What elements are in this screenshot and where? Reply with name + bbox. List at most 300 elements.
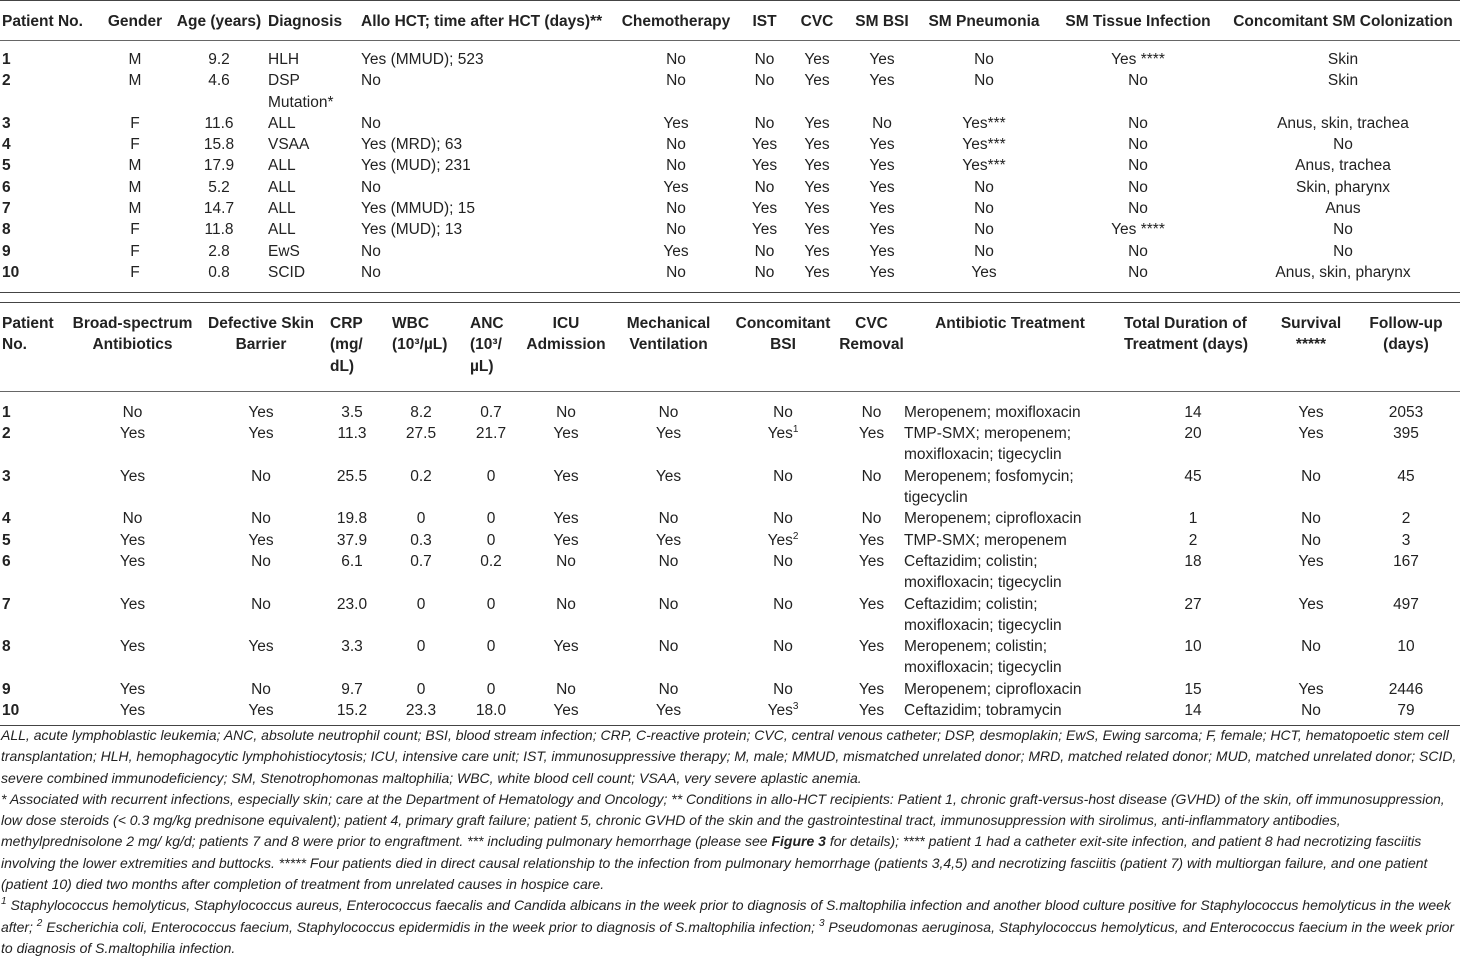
table-cell: Yes*** <box>962 157 1006 175</box>
table-cell: No <box>974 51 994 68</box>
table-row <box>0 636 1460 679</box>
table2-header-5: ANC (10³/ µL) <box>460 303 522 392</box>
table-cell: F <box>100 262 170 293</box>
table-cell: Yes <box>248 531 274 549</box>
table-cell: F <box>130 114 140 132</box>
table-cell: Meropenem; ciprofloxacin <box>904 680 1082 698</box>
table-cell: 20 <box>1184 425 1202 443</box>
table-cell: No <box>741 262 788 293</box>
table-cell: No <box>861 510 882 528</box>
table-cell: Yes <box>522 700 610 726</box>
table-cell: 18 <box>1184 552 1202 570</box>
table-cell: No <box>666 136 686 154</box>
table-cell: Yes (MUD); 231 <box>361 157 471 175</box>
table-cell: 0 <box>486 531 496 549</box>
footnote-2: Escherichia coli, Enterococcus faecium, Staphylococcus epidermidis in the week prior to diagnosis of S.maltophilia infection; <box>46 918 816 935</box>
table-cell: 23.3 <box>382 700 460 726</box>
table-cell: 4.6 <box>208 72 230 90</box>
table-cell: No <box>361 178 381 196</box>
table-cell: No <box>251 510 271 528</box>
table-cell: Yes <box>663 178 689 196</box>
table-cell: 0 <box>486 510 496 528</box>
table-cell: No <box>974 200 994 218</box>
table-cell: 9.7 <box>341 680 363 698</box>
table-cell: Ceftazidim; colistin; moxifloxacin; tigecyclin <box>904 552 1062 592</box>
table-cell: 14 <box>1184 403 1202 421</box>
table-cell: No <box>974 72 994 90</box>
table-cell: Yes **** <box>1111 51 1165 68</box>
table-cell: M <box>128 157 142 175</box>
table-cell: 7 <box>2 595 11 613</box>
table-cell: 0 <box>416 510 426 528</box>
table-cell: Yes <box>869 242 895 260</box>
table2-header-6: ICU Admission <box>522 303 610 392</box>
table-cell: No <box>872 114 892 132</box>
table-cell: Anus <box>1325 200 1361 218</box>
table1-header-10: SM Tissue Infection <box>1050 1 1226 41</box>
table-cell: No <box>658 510 679 528</box>
table-cell: Yes <box>248 403 274 421</box>
footnote-1: Staphylococcus hemolyticus, Staphylococcus aureus, Enterococcus faecalis and Candida albicans in the week prior to diagnosis of S.maltophilia infection and another blood culture positive for Staphylococcus hemolyticus in the week after; <box>1 897 1451 935</box>
table-cell: M <box>128 200 142 218</box>
table-cell: DSP Mutation* <box>268 72 334 111</box>
table-cell: Ceftazidim; colistin; moxifloxacin; tigecyclin <box>904 595 1062 634</box>
table-cell: Yes <box>858 531 885 549</box>
table-cell: 15.2 <box>322 700 382 726</box>
table-cell: Yes (MMUD); 15 <box>361 200 475 218</box>
table-row <box>0 466 1460 509</box>
table-cell: 11.3 <box>337 425 367 443</box>
table-cell: No <box>1128 157 1148 175</box>
table-cell: Yes$^2$ <box>767 530 799 549</box>
table-cell: 8.2 <box>410 403 432 421</box>
table-cell: 6.1 <box>341 552 363 570</box>
table-cell: 3 <box>1401 531 1411 549</box>
table-cell: 10 <box>0 700 65 726</box>
table-cell: 0.2 <box>480 552 502 570</box>
table-cell: Yes <box>869 157 895 175</box>
table-cell: Skin <box>1327 72 1359 90</box>
table-cell: Yes (MUD); 13 <box>361 221 463 239</box>
table-cell: 45 <box>1184 467 1202 485</box>
table-cell: No <box>122 403 143 421</box>
table-cell: Yes <box>1298 403 1324 421</box>
table-cell: 15 <box>1184 680 1202 698</box>
table-cell: 0 <box>416 680 426 698</box>
table-cell: Yes <box>553 510 579 528</box>
table2-header-3: CRP (mg/ dL) <box>322 303 382 392</box>
table-cell: No <box>754 114 775 132</box>
table-cell: F <box>130 242 140 260</box>
table-cell: Yes*** <box>962 136 1006 154</box>
table1-header-5: Chemotherapy <box>611 1 741 41</box>
table-cell: 0.7 <box>480 403 502 421</box>
table-cell: Yes <box>119 680 146 698</box>
table-cell: No <box>1270 700 1352 726</box>
table2-header-row <box>0 303 1460 392</box>
table-cell: No <box>1128 178 1148 196</box>
table-cell: 0 <box>416 638 426 656</box>
table-cell: No <box>1128 72 1148 90</box>
table-cell: 45 <box>1397 467 1415 485</box>
table-cell: No <box>974 178 994 196</box>
table-cell: VSAA <box>268 136 310 154</box>
table-cell: HLH <box>268 51 300 68</box>
table-cell: Meropenem; moxifloxacin <box>904 403 1081 421</box>
table-cell: No <box>1050 262 1226 293</box>
table-cell: Yes <box>751 136 778 154</box>
table-cell: 0.3 <box>410 531 432 549</box>
table2-header-7: Mechanical Ventilation <box>610 303 727 392</box>
table-cell: Yes <box>119 425 146 443</box>
table-cell: No <box>251 467 271 485</box>
table-cell: 395 <box>1393 425 1419 443</box>
table-cell: Yes <box>869 51 895 68</box>
table-cell: 497 <box>1393 595 1419 613</box>
table-cell: Yes$^1$ <box>767 424 799 443</box>
table-cell: Yes <box>869 178 895 196</box>
table-cell: Yes <box>610 700 727 726</box>
table2-header-0: Patient No. <box>0 303 65 392</box>
table-cell: Yes **** <box>1111 221 1165 239</box>
table-row <box>0 508 1460 529</box>
table-cell: Yes <box>804 136 830 154</box>
table-cell: 5 <box>2 531 11 549</box>
table-cell: No <box>1333 221 1353 239</box>
table-cell: F <box>130 221 140 239</box>
table1-header-0: Patient No. <box>0 1 100 41</box>
table-cell: No <box>658 680 679 698</box>
patient-characteristics-table <box>0 0 1460 293</box>
table-cell: 3 <box>2 467 11 485</box>
table-cell: Meropenem; colistin; moxifloxacin; tigecyclin <box>904 638 1062 677</box>
table2-header-10: Antibiotic Treatment <box>904 303 1116 392</box>
table-cell: 0 <box>486 467 496 485</box>
table-cell: Yes <box>200 700 322 726</box>
table-cell: 6 <box>2 552 11 570</box>
table-cell: 23.0 <box>336 595 368 613</box>
table-cell: No <box>974 221 994 239</box>
table-cell: No <box>666 72 686 90</box>
table-cell: Yes <box>1298 595 1324 613</box>
table2-body <box>0 391 1460 725</box>
table2-header-9: CVC Removal <box>839 303 904 392</box>
table-row <box>0 391 1460 423</box>
table2-header-1: Broad-spectrum Antibiotics <box>65 303 200 392</box>
table-cell: Yes <box>858 638 885 656</box>
table-row <box>0 155 1460 176</box>
table-cell: 0 <box>486 638 496 656</box>
table-cell: No <box>754 72 775 90</box>
table-cell: 25.5 <box>336 467 368 485</box>
table-cell: 2 <box>2 425 11 443</box>
table-cell: No <box>1301 467 1321 485</box>
table-cell: Yes <box>655 425 682 443</box>
table-cell: Yes <box>804 178 830 196</box>
table-cell: 0.7 <box>410 552 432 570</box>
table-cell: M <box>128 72 142 90</box>
table-cell: Yes <box>804 114 830 132</box>
table-row <box>0 530 1460 551</box>
table-cell: 2446 <box>1388 680 1424 698</box>
table-cell: No <box>1333 136 1353 154</box>
table-cell: 2 <box>1401 510 1411 528</box>
table-cell: No <box>251 595 271 613</box>
table-cell: ALL <box>268 178 296 196</box>
table-cell: 5 <box>2 157 11 175</box>
table-cell: Yes <box>751 157 778 175</box>
table-row <box>0 113 1460 134</box>
table-row <box>0 262 1460 293</box>
table-cell: 0.8 <box>170 262 268 293</box>
table-cell: 1 <box>2 51 11 68</box>
footnote-3: Pseudomonas aeruginosa, Staphylococcus hemolyticus, and Enterococcus faecium in the week prior to diagnosis of S.maltophilia infection. <box>1 918 1455 956</box>
table-cell: 6 <box>2 178 11 196</box>
table-cell: 3 <box>2 114 11 132</box>
table-cell: Yes <box>804 72 830 90</box>
table-cell: 2053 <box>1388 403 1424 421</box>
table-cell: 14 <box>1116 700 1270 726</box>
table-cell: Yes <box>655 467 682 485</box>
table-cell: SCID <box>268 262 361 293</box>
table-cell: 2 <box>1188 531 1198 549</box>
table-cell: ALL <box>268 221 296 239</box>
table-row <box>0 41 1460 71</box>
table-cell: Anus, trachea <box>1295 157 1391 175</box>
table-cell: 10 <box>1397 638 1415 656</box>
table-cell: 9 <box>2 680 11 698</box>
table-cell: No <box>1128 136 1148 154</box>
table-cell: 19.8 <box>336 510 368 528</box>
table1-header-11: Concomitant SM Colonization <box>1226 1 1460 41</box>
table-cell: Yes <box>119 595 146 613</box>
table-cell: 79 <box>1352 700 1460 726</box>
table-cell: No <box>754 178 775 196</box>
table-cell: Yes <box>1298 552 1324 570</box>
table-cell: Skin <box>1327 51 1359 68</box>
table-row <box>0 134 1460 155</box>
table-cell: 27.5 <box>405 425 437 443</box>
table-cell: Yes <box>788 262 846 293</box>
table-cell: TMP-SMX; meropenem <box>904 531 1067 549</box>
table-cell: Yes <box>804 221 830 239</box>
table-cell: Yes <box>751 200 778 218</box>
table-row <box>0 423 1460 466</box>
table-row <box>0 70 1460 113</box>
table-cell: Yes <box>869 221 895 239</box>
table-cell: No <box>556 403 576 421</box>
table-row <box>0 177 1460 198</box>
table-row <box>0 551 1460 594</box>
table-cell: Yes <box>65 700 200 726</box>
table-cell: No <box>122 510 143 528</box>
table-cell: No <box>666 221 686 239</box>
table-cell: No <box>666 51 686 68</box>
table2-header-4: WBC (10³/µL) <box>382 303 460 392</box>
table-cell: Skin, pharynx <box>1296 178 1390 196</box>
table-cell: Yes <box>119 638 146 656</box>
table-cell: No <box>361 114 381 132</box>
table-cell: No <box>658 638 679 656</box>
table-cell: Yes <box>858 425 885 443</box>
table2-header-2: Defective Skin Barrier <box>200 303 322 392</box>
table-cell: 1 <box>2 403 11 421</box>
table-cell: Yes <box>804 157 830 175</box>
table-cell: ALL <box>268 200 296 218</box>
table-cell: 8 <box>2 638 11 656</box>
table-cell: No <box>1128 114 1148 132</box>
table-cell: 10 <box>0 262 100 293</box>
table-cell: TMP-SMX; meropenem; moxifloxacin; tigecyclin <box>904 425 1072 464</box>
table-cell: 2.8 <box>208 242 230 260</box>
table-cell: Yes <box>119 467 146 485</box>
table-cell: Yes <box>663 114 689 132</box>
table-cell: No <box>1301 510 1321 528</box>
table-cell: No <box>974 242 994 260</box>
table-cell: Yes <box>119 552 146 570</box>
asterisk-notes: * Associated with recurrent infections, especially skin; care at the Department of Hematology and Oncology; ** Conditions in allo-HCT recipients: Patient 1, chronic graft-versus-host disease (GVHD) of the skin, off immunosuppression, low dose steroids (< 0.3 mg/kg prednisone equivalent); patient 4, primary graft failure; patient 5, chronic GVHD of the skin and the gastrointestinal tract, immunosuppression with sirolimus, anti-inflammatory antibodies, methylprednisolone 2 mg/ kg/d; patients 7 and 8 were prior to engraftment. *** including pulmonary hemorrhage (please see Figure 3 for details); **** patient 1 had a catheter exit-site infection, and patient 8 had necrotizing fasciitis involving the lower extremities and buttocks. ***** Four patients died in direct causal relationship to the infection from pulmonary hemorrhage (patients 3,4,5) and necrotizing fasciitis (patient 7) with multiorgan failure, and one patient (patient 10) died two months after completion of treatment from unrelated causes in hospice care. <box>1 790 1445 893</box>
table1-header-row <box>0 1 1460 41</box>
table2-header-12: Survival ***** <box>1270 303 1352 392</box>
table-cell: No <box>361 262 611 293</box>
table-cell: Yes <box>751 221 778 239</box>
table-cell: No <box>773 467 793 485</box>
table-cell: No <box>556 595 576 613</box>
table-cell: Yes <box>804 200 830 218</box>
table-cell: Yes*** <box>962 114 1006 132</box>
table-cell: Anus, skin, trachea <box>1277 114 1409 132</box>
table-cell: No <box>1333 242 1353 260</box>
table-cell: No <box>556 552 576 570</box>
table-cell: Yes <box>248 638 274 656</box>
table-cell: No <box>754 51 775 68</box>
table-cell: 4 <box>2 136 11 154</box>
table-cell: Yes (MMUD); 523 <box>361 51 484 68</box>
table-row <box>0 219 1460 240</box>
table1-header-9: SM Pneumonia <box>918 1 1050 41</box>
table-cell: Yes <box>869 136 895 154</box>
table-cell: 18.0 <box>460 700 522 726</box>
numbered-footnotes: $^1$ Staphylococcus hemolyticus, Staphylococcus aureus, Enterococcus faecalis and Candida albicans in the week prior to diagnosis of S.maltophilia infection and another blood culture positive for Staphylococcus hemolyticus in the week after; $^2$ Escherichia coli, Enterococcus faecium, Staphylococcus epidermidis in the week prior to diagnosis of S.maltophilia infection; $^3$ Pseudomonas aeruginosa, Staphylococcus hemolyticus, and Enterococcus faecium in the week prior to diagnosis of S.maltophilia infection. <box>1 896 1455 956</box>
table-cell: 11.8 <box>204 221 234 239</box>
table-cell: Yes <box>869 200 895 218</box>
table-cell: No <box>773 403 793 421</box>
table-cell: No <box>1128 200 1148 218</box>
table-cell: No <box>658 595 679 613</box>
table-cell: No <box>754 242 775 260</box>
table-row <box>0 700 1460 726</box>
table-cell: 9 <box>2 242 11 260</box>
table-cell: 5.2 <box>208 178 230 196</box>
table-cell: 0.2 <box>410 467 432 485</box>
infection-outcomes-table <box>0 302 1460 726</box>
table-row <box>0 241 1460 262</box>
table-cell: 3.5 <box>341 403 363 421</box>
table-cell: ALL <box>268 157 296 175</box>
table-cell: Yes <box>655 531 682 549</box>
table-cell: Yes <box>869 72 895 90</box>
table-cell: Yes <box>804 242 830 260</box>
table-cell: Anus, skin, pharynx <box>1226 262 1460 293</box>
table-cell: Yes <box>1298 680 1324 698</box>
table2-header-11: Total Duration of Treatment (days) <box>1116 303 1270 392</box>
table-cell: No <box>1301 638 1321 656</box>
table-cell: No <box>773 680 793 698</box>
table1-header-1: Gender <box>100 1 170 41</box>
table-cell: Yes$^3$ <box>727 700 839 726</box>
table-cell: 3.3 <box>341 638 363 656</box>
table-cell: No <box>251 680 271 698</box>
table2-header-8: Concomitant BSI <box>727 303 839 392</box>
table-cell: M <box>128 178 142 196</box>
table-footnotes <box>1 725 1459 959</box>
table-cell: No <box>861 467 882 485</box>
table-cell: 0 <box>486 680 496 698</box>
table-cell: EwS <box>268 242 300 260</box>
table-cell: 37.9 <box>336 531 368 549</box>
table-cell: 9.2 <box>208 51 230 68</box>
table-cell: No <box>361 72 381 90</box>
table-cell: 17.9 <box>203 157 235 175</box>
table-cell: No <box>1301 531 1321 549</box>
table-cell: 4 <box>2 510 11 528</box>
table-cell: Meropenem; fosfomycin; tigecyclin <box>904 467 1074 507</box>
table1-header-4: Allo HCT; time after HCT (days)** <box>361 1 611 41</box>
table-cell: Yes <box>918 262 1050 293</box>
table1-header-8: SM BSI <box>846 1 918 41</box>
table-cell: 1 <box>1188 510 1198 528</box>
table-cell: 8 <box>2 221 11 239</box>
table-cell: 0 <box>486 595 496 613</box>
table1-header-3: Diagnosis <box>268 1 361 41</box>
table-cell: Yes <box>553 638 579 656</box>
table-cell: Yes <box>839 700 904 726</box>
table-cell: Ceftazidim; tobramycin <box>904 700 1116 726</box>
table-cell: 167 <box>1393 552 1419 570</box>
table-cell: 21.7 <box>475 425 507 443</box>
table-cell: No <box>666 157 686 175</box>
table-cell: Yes <box>553 425 579 443</box>
table-cell: Yes <box>858 595 885 613</box>
table-cell: ALL <box>268 114 296 132</box>
table-cell: F <box>130 136 140 154</box>
table2-header-13: Follow-up (days) <box>1352 303 1460 392</box>
table-cell: No <box>611 262 741 293</box>
table-cell: 14.7 <box>203 200 235 218</box>
table-cell: No <box>658 552 679 570</box>
table-cell: No <box>773 552 793 570</box>
table-cell: 11.6 <box>204 114 234 132</box>
table-cell: Yes <box>858 552 885 570</box>
table-cell: Yes (MRD); 63 <box>361 136 463 154</box>
table-cell: No <box>556 680 576 698</box>
table-cell: No <box>861 403 882 421</box>
table-row <box>0 679 1460 700</box>
table-cell: 7 <box>2 200 11 218</box>
figure-reference: Figure 3 <box>771 833 826 850</box>
table-cell: M <box>128 51 142 68</box>
table-cell: No <box>666 200 686 218</box>
table1-header-2: Age (years) <box>170 1 268 41</box>
table-cell: 0 <box>416 595 426 613</box>
table-cell: Meropenem; ciprofloxacin <box>904 510 1082 528</box>
table-cell: No <box>658 403 679 421</box>
abbreviations-note: ALL, acute lymphoblastic leukemia; ANC, absolute neutrophil count; BSI, blood stream infection; CRP, C-reactive protein; CVC, central venous catheter; DSP, desmoplakin; EwS, Ewing sarcoma; F, female; HCT, hematopoetic stem cell transplantation; HLH, hemophagocytic lymphohistiocytosis; ICU, intensive care unit; IST, immunosuppressive therapy; M, male; MMUD, mismatched unrelated donor; MRD, matched related donor; MUD, matched unrelated donor; SCID, severe combined immunodeficiency; SM, Stenotrophomonas maltophilia; WBC, white blood cell count; VSAA, very severe aplastic anemia. <box>1 727 1457 786</box>
table-cell: Yes <box>119 531 146 549</box>
table-cell: Yes <box>804 51 830 68</box>
table-cell: Yes <box>1298 425 1324 443</box>
table1-body <box>0 41 1460 293</box>
